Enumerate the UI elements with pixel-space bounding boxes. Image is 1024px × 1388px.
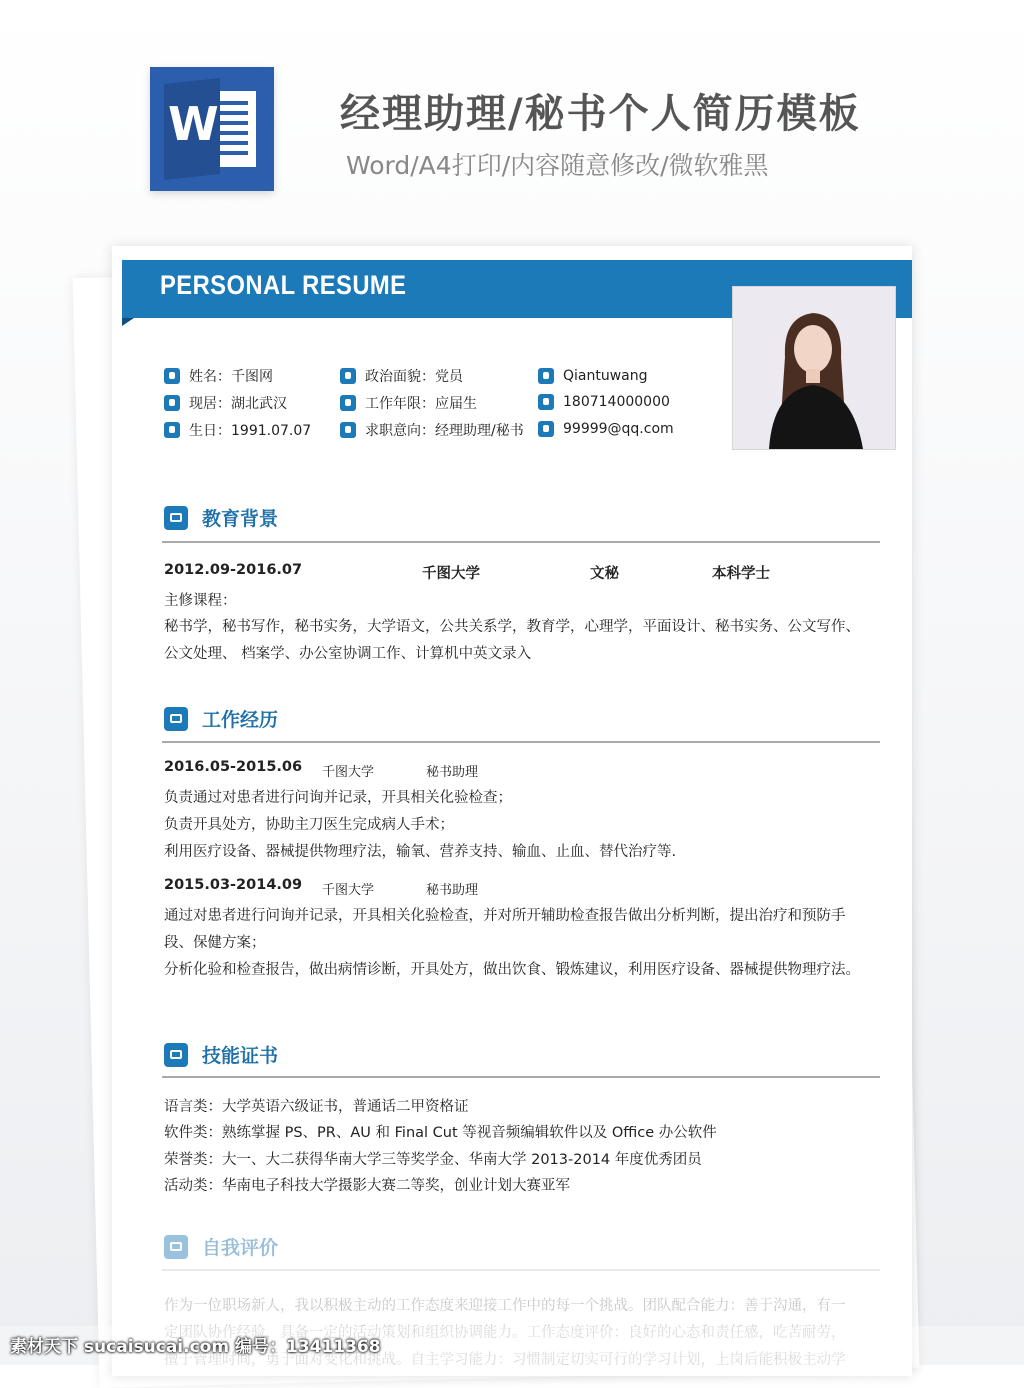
self-eval-line-2: 定团队协作经验，具备一定的活动策划和组织协调能力。工作态度评价：良好的心态和责任感，吃苦耐劳， [164, 1325, 846, 1341]
job-1-position: 秘书助理 [426, 765, 479, 780]
graduation-cap-icon [164, 506, 188, 530]
info-wechat [538, 368, 648, 384]
info-residence [164, 393, 287, 413]
skills-section-head [164, 1041, 278, 1068]
skills-line-1: 语言类：大学英语六级证书，普通话二甲资格证 [164, 1099, 469, 1115]
certificate-icon [164, 1043, 188, 1067]
person-icon [164, 368, 180, 384]
info-politics [340, 366, 463, 386]
job-1-period: 2016.05-2015.06 [164, 759, 303, 775]
education-section-head [164, 504, 278, 531]
work-divider [162, 741, 880, 743]
info-phone-text: 180714000000 [563, 394, 670, 410]
info-work-years [340, 393, 477, 413]
info-phone [538, 394, 670, 410]
banner-subtitle: Word/A4打印/内容随意修改/微软雅黑 [346, 151, 769, 180]
banner-title: 经理助理/秘书个人简历模板 [340, 91, 861, 137]
hourglass-icon [164, 422, 180, 438]
job-2-period: 2015.03-2014.09 [164, 877, 303, 893]
job-1-line-3: 利用医疗设备、器械提供物理疗法，输氧、营养支持、输血、止血、替代治疗等. [164, 844, 677, 860]
profile-photo [732, 286, 896, 450]
education-divider [162, 541, 880, 543]
job-1-line-2: 负责开具处方，协助主刀医生完成病人手术； [164, 817, 454, 833]
info-birthday-text: 生日：1991.07.07 [189, 423, 312, 439]
badge-icon [340, 368, 356, 384]
skills-divider [162, 1076, 880, 1078]
self-eval-section-head [164, 1233, 278, 1260]
skills-line-3: 荣誉类：大一、大二获得华南大学三等奖学金、华南大学 2013-2014 年度优秀团员 [164, 1152, 702, 1168]
info-name [164, 366, 273, 386]
word-logo [150, 67, 274, 191]
info-politics-text: 政治面貌：党员 [365, 369, 463, 385]
portrait-illustration [733, 287, 895, 449]
user-icon [164, 1235, 188, 1259]
job-2-line-1: 通过对患者进行问询并记录，开具相关化验检查，并对所开辅助检查报告做出分析判断，提出治疗和预防手 [164, 908, 846, 924]
resume-sheet [112, 246, 912, 1376]
job-2-line-2: 段、保健方案； [164, 935, 266, 951]
info-wechat-text: Qiantuwang [563, 368, 648, 384]
info-name-text: 姓名：千图网 [189, 369, 273, 385]
mail-icon [538, 421, 554, 437]
self-eval-line-3: 擅于管理时间，勇于面对变化和挑战。自主学习能力：习惯制定切实可行的学习计划，上岗后能积极主动学 [164, 1352, 846, 1368]
info-email [538, 421, 674, 437]
education-period: 2012.09-2016.07 [164, 562, 303, 578]
skills-title: 技能证书 [202, 1045, 279, 1067]
info-email-text: 99999@qq.com [563, 421, 674, 437]
courses-line-2: 公文处理、 档案学、办公室协调工作、计算机中英文录入 [164, 646, 532, 662]
chat-icon [538, 368, 554, 384]
job-2-company: 千图大学 [322, 883, 375, 898]
education-school: 千图大学 [422, 566, 480, 582]
resume-header-title: PERSONAL RESUME [160, 270, 407, 300]
self-eval-line-1: 作为一位职场新人，我以积极主动的工作态度来迎接工作中的每一个挑战。团队配合能力：善于沟通，有一 [164, 1298, 846, 1314]
phone-icon [538, 394, 554, 410]
info-work-years-text: 工作年限：应届生 [365, 396, 477, 412]
education-title: 教育背景 [202, 508, 279, 530]
job-2-line-3: 分析化验和检查报告，做出病情诊断，开具处方，做出饮食、锻炼建议，利用医疗设备、器械提供物理疗法。 [164, 962, 860, 978]
info-birthday [164, 420, 311, 440]
location-pin-icon [164, 395, 180, 411]
skills-line-2: 软件类：熟练掌握 PS、PR、AU 和 Final Cut 等视音频编辑软件以及 Office 办公软件 [164, 1125, 717, 1141]
self-eval-title: 自我评价 [202, 1237, 279, 1259]
courses-label: 主修课程： [164, 593, 237, 609]
bar-chart-icon [164, 707, 188, 731]
target-icon [340, 422, 356, 438]
work-title: 工作经历 [202, 709, 279, 731]
header-fold [122, 318, 134, 326]
job-1-company: 千图大学 [322, 765, 375, 780]
self-eval-divider [162, 1269, 880, 1271]
briefcase-icon [340, 395, 356, 411]
skills-line-4: 活动类：华南电子科技大学摄影大赛二等奖，创业计划大赛亚军 [164, 1178, 570, 1194]
info-residence-text: 现居：湖北武汉 [189, 396, 287, 412]
info-job-intent [340, 420, 524, 440]
job-2-position: 秘书助理 [426, 883, 479, 898]
watermark-text: 素材天下 sucaisucai.com 编号：13411368 [10, 1337, 381, 1357]
education-degree: 本科学士 [712, 566, 770, 582]
info-job-intent-text: 求职意向：经理助理/秘书 [365, 423, 524, 439]
job-1-line-1: 负责通过对患者进行问询并记录，开具相关化验检查； [164, 790, 512, 806]
courses-line-1: 秘书学，秘书写作，秘书实务，大学语文，公共关系学，教育学，心理学，平面设计、秘书实务、公文写作、 [164, 619, 860, 635]
education-major: 文秘 [590, 566, 619, 582]
word-logo-letter: W [168, 97, 219, 151]
work-section-head [164, 705, 278, 732]
